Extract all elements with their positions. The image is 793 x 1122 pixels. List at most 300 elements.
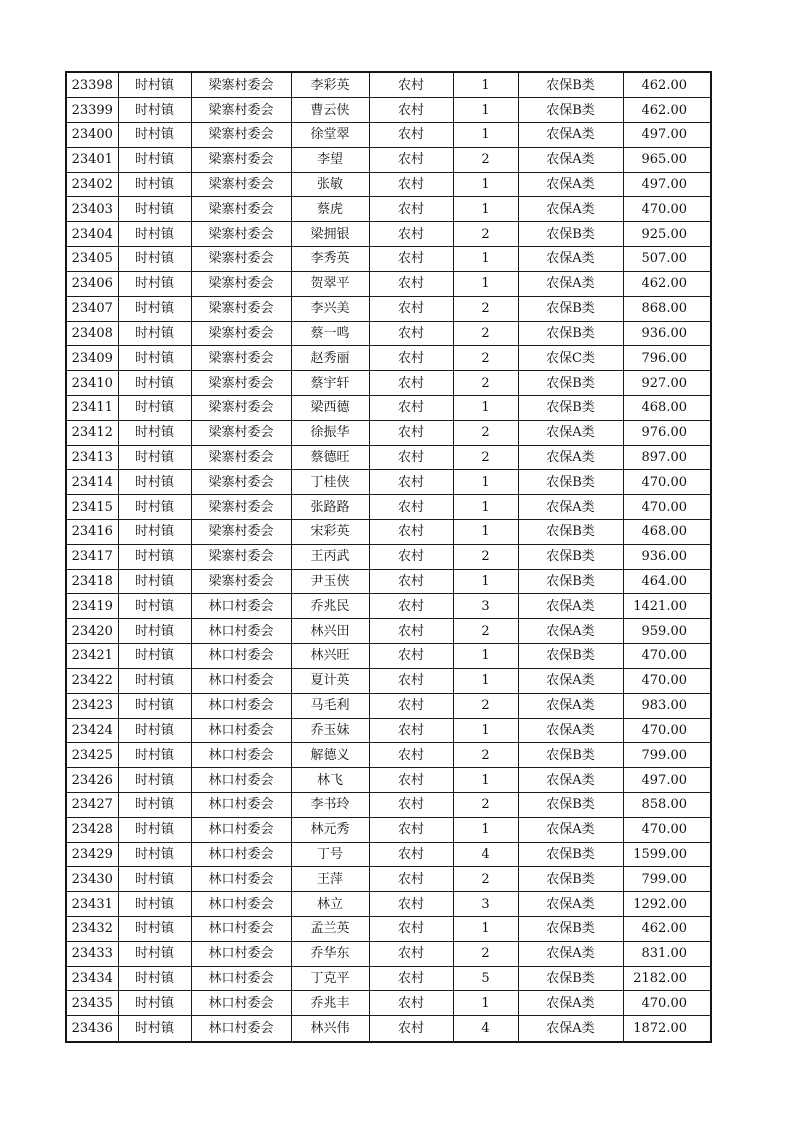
cell-residence-type: 农村 (369, 72, 453, 98)
table-row (66, 991, 711, 1016)
cell-person-count: 1 (453, 644, 518, 669)
cell-person-name: 李书玲 (291, 792, 369, 817)
cell-person-count: 1 (453, 817, 518, 842)
cell-person-count: 2 (453, 346, 518, 371)
cell-person-name: 蔡虎 (291, 197, 369, 222)
cell-insurance-category: 农保B类 (518, 520, 623, 545)
cell-person-count: 2 (453, 445, 518, 470)
cell-village-committee: 林口村委会 (191, 817, 291, 842)
cell-person-count: 2 (453, 743, 518, 768)
cell-person-name: 张敏 (291, 172, 369, 197)
cell-insurance-category: 农保B类 (518, 966, 623, 991)
cell-amount: 464.00 (623, 569, 711, 594)
cell-town: 时村镇 (118, 420, 191, 445)
cell-record-id: 23432 (66, 917, 118, 942)
cell-town: 时村镇 (118, 296, 191, 321)
cell-person-name: 林兴田 (291, 619, 369, 644)
cell-town: 时村镇 (118, 917, 191, 942)
cell-town: 时村镇 (118, 966, 191, 991)
cell-record-id: 23404 (66, 222, 118, 247)
cell-village-committee: 梁寨村委会 (191, 420, 291, 445)
table-row (66, 98, 711, 123)
cell-amount: 1599.00 (623, 842, 711, 867)
cell-person-name: 夏计英 (291, 668, 369, 693)
cell-town: 时村镇 (118, 991, 191, 1016)
cell-residence-type: 农村 (369, 395, 453, 420)
cell-person-name: 蔡德旺 (291, 445, 369, 470)
cell-insurance-category: 农保B类 (518, 98, 623, 123)
cell-person-name: 宋彩英 (291, 520, 369, 545)
cell-person-name: 徐振华 (291, 420, 369, 445)
cell-person-name: 徐堂翠 (291, 123, 369, 148)
cell-residence-type: 农村 (369, 693, 453, 718)
table-row (66, 123, 711, 148)
cell-person-count: 1 (453, 668, 518, 693)
cell-town: 时村镇 (118, 123, 191, 148)
cell-residence-type: 农村 (369, 470, 453, 495)
cell-person-count: 2 (453, 792, 518, 817)
cell-residence-type: 农村 (369, 371, 453, 396)
cell-insurance-category: 农保B类 (518, 842, 623, 867)
cell-amount: 831.00 (623, 941, 711, 966)
cell-village-committee: 林口村委会 (191, 792, 291, 817)
cell-amount: 925.00 (623, 222, 711, 247)
table-row (66, 346, 711, 371)
cell-record-id: 23410 (66, 371, 118, 396)
cell-record-id: 23414 (66, 470, 118, 495)
cell-town: 时村镇 (118, 594, 191, 619)
cell-amount: 1872.00 (623, 1016, 711, 1042)
cell-person-count: 1 (453, 569, 518, 594)
cell-insurance-category: 农保A类 (518, 892, 623, 917)
cell-amount: 462.00 (623, 72, 711, 98)
cell-record-id: 23422 (66, 668, 118, 693)
cell-amount: 470.00 (623, 991, 711, 1016)
table-row (66, 917, 711, 942)
cell-person-count: 2 (453, 867, 518, 892)
cell-residence-type: 农村 (369, 98, 453, 123)
cell-insurance-category: 农保A类 (518, 445, 623, 470)
cell-person-count: 2 (453, 619, 518, 644)
cell-amount: 897.00 (623, 445, 711, 470)
cell-village-committee: 梁寨村委会 (191, 544, 291, 569)
cell-record-id: 23399 (66, 98, 118, 123)
cell-amount: 1292.00 (623, 892, 711, 917)
cell-record-id: 23428 (66, 817, 118, 842)
cell-person-name: 李彩英 (291, 72, 369, 98)
cell-person-count: 1 (453, 768, 518, 793)
cell-person-name: 乔兆丰 (291, 991, 369, 1016)
cell-residence-type: 农村 (369, 495, 453, 520)
cell-insurance-category: 农保B类 (518, 792, 623, 817)
cell-insurance-category: 农保A类 (518, 495, 623, 520)
cell-person-count: 3 (453, 594, 518, 619)
table-row (66, 817, 711, 842)
table-row (66, 271, 711, 296)
cell-village-committee: 林口村委会 (191, 594, 291, 619)
cell-insurance-category: 农保A类 (518, 123, 623, 148)
cell-person-name: 林兴旺 (291, 644, 369, 669)
cell-residence-type: 农村 (369, 420, 453, 445)
table-row (66, 668, 711, 693)
cell-town: 时村镇 (118, 147, 191, 172)
cell-village-committee: 梁寨村委会 (191, 296, 291, 321)
cell-residence-type: 农村 (369, 892, 453, 917)
cell-residence-type: 农村 (369, 271, 453, 296)
cell-amount: 927.00 (623, 371, 711, 396)
cell-person-name: 李秀英 (291, 247, 369, 272)
table-row (66, 445, 711, 470)
table-row (66, 247, 711, 272)
cell-amount: 868.00 (623, 296, 711, 321)
cell-record-id: 23423 (66, 693, 118, 718)
cell-village-committee: 林口村委会 (191, 892, 291, 917)
cell-insurance-category: 农保A类 (518, 594, 623, 619)
cell-amount: 497.00 (623, 768, 711, 793)
cell-insurance-category: 农保C类 (518, 346, 623, 371)
cell-person-name: 李兴美 (291, 296, 369, 321)
cell-residence-type: 农村 (369, 544, 453, 569)
cell-residence-type: 农村 (369, 768, 453, 793)
cell-amount: 462.00 (623, 271, 711, 296)
cell-insurance-category: 农保B类 (518, 470, 623, 495)
cell-amount: 1421.00 (623, 594, 711, 619)
cell-person-name: 张路路 (291, 495, 369, 520)
cell-town: 时村镇 (118, 395, 191, 420)
cell-town: 时村镇 (118, 520, 191, 545)
cell-person-name: 林立 (291, 892, 369, 917)
cell-amount: 965.00 (623, 147, 711, 172)
table-row (66, 470, 711, 495)
cell-person-name: 孟兰英 (291, 917, 369, 942)
cell-person-count: 2 (453, 296, 518, 321)
cell-person-name: 林兴伟 (291, 1016, 369, 1042)
cell-record-id: 23417 (66, 544, 118, 569)
cell-amount: 470.00 (623, 668, 711, 693)
cell-record-id: 23433 (66, 941, 118, 966)
table-row (66, 892, 711, 917)
cell-town: 时村镇 (118, 941, 191, 966)
cell-residence-type: 农村 (369, 619, 453, 644)
cell-person-count: 1 (453, 917, 518, 942)
table-row (66, 495, 711, 520)
cell-residence-type: 农村 (369, 792, 453, 817)
insurance-payment-table (65, 71, 712, 1043)
cell-village-committee: 梁寨村委会 (191, 72, 291, 98)
cell-village-committee: 林口村委会 (191, 693, 291, 718)
cell-village-committee: 林口村委会 (191, 644, 291, 669)
cell-insurance-category: 农保A类 (518, 420, 623, 445)
cell-village-committee: 林口村委会 (191, 668, 291, 693)
cell-residence-type: 农村 (369, 817, 453, 842)
cell-residence-type: 农村 (369, 321, 453, 346)
cell-town: 时村镇 (118, 619, 191, 644)
cell-person-count: 3 (453, 892, 518, 917)
cell-record-id: 23426 (66, 768, 118, 793)
cell-village-committee: 梁寨村委会 (191, 371, 291, 396)
cell-record-id: 23431 (66, 892, 118, 917)
cell-amount: 507.00 (623, 247, 711, 272)
cell-amount: 470.00 (623, 197, 711, 222)
table-row (66, 693, 711, 718)
cell-village-committee: 梁寨村委会 (191, 569, 291, 594)
cell-record-id: 23407 (66, 296, 118, 321)
cell-residence-type: 农村 (369, 222, 453, 247)
cell-record-id: 23401 (66, 147, 118, 172)
cell-town: 时村镇 (118, 172, 191, 197)
cell-person-count: 1 (453, 520, 518, 545)
cell-amount: 858.00 (623, 792, 711, 817)
cell-insurance-category: 农保B类 (518, 917, 623, 942)
cell-town: 时村镇 (118, 792, 191, 817)
cell-record-id: 23402 (66, 172, 118, 197)
table-row (66, 371, 711, 396)
cell-record-id: 23412 (66, 420, 118, 445)
cell-record-id: 23430 (66, 867, 118, 892)
cell-person-count: 2 (453, 941, 518, 966)
cell-record-id: 23427 (66, 792, 118, 817)
cell-village-committee: 林口村委会 (191, 917, 291, 942)
cell-town: 时村镇 (118, 569, 191, 594)
cell-insurance-category: 农保A类 (518, 991, 623, 1016)
cell-person-name: 解德义 (291, 743, 369, 768)
cell-amount: 799.00 (623, 743, 711, 768)
cell-insurance-category: 农保B类 (518, 222, 623, 247)
cell-amount: 468.00 (623, 520, 711, 545)
cell-person-name: 乔华东 (291, 941, 369, 966)
cell-residence-type: 农村 (369, 147, 453, 172)
cell-amount: 470.00 (623, 470, 711, 495)
cell-insurance-category: 农保B类 (518, 371, 623, 396)
cell-residence-type: 农村 (369, 644, 453, 669)
cell-record-id: 23429 (66, 842, 118, 867)
table-row (66, 321, 711, 346)
cell-village-committee: 梁寨村委会 (191, 445, 291, 470)
cell-record-id: 23419 (66, 594, 118, 619)
cell-insurance-category: 农保B类 (518, 395, 623, 420)
cell-residence-type: 农村 (369, 743, 453, 768)
cell-village-committee: 梁寨村委会 (191, 147, 291, 172)
cell-amount: 936.00 (623, 321, 711, 346)
cell-village-committee: 林口村委会 (191, 768, 291, 793)
table-row (66, 420, 711, 445)
table-row (66, 644, 711, 669)
cell-person-count: 4 (453, 1016, 518, 1042)
cell-village-committee: 林口村委会 (191, 966, 291, 991)
cell-person-name: 丁克平 (291, 966, 369, 991)
cell-town: 时村镇 (118, 197, 191, 222)
cell-amount: 468.00 (623, 395, 711, 420)
cell-record-id: 23408 (66, 321, 118, 346)
cell-residence-type: 农村 (369, 1016, 453, 1042)
table-body (66, 72, 711, 1042)
cell-record-id: 23436 (66, 1016, 118, 1042)
cell-record-id: 23400 (66, 123, 118, 148)
cell-village-committee: 林口村委会 (191, 842, 291, 867)
cell-person-count: 2 (453, 693, 518, 718)
cell-amount: 462.00 (623, 917, 711, 942)
cell-insurance-category: 农保B类 (518, 544, 623, 569)
cell-person-name: 尹玉侠 (291, 569, 369, 594)
cell-town: 时村镇 (118, 693, 191, 718)
cell-amount: 959.00 (623, 619, 711, 644)
cell-person-count: 2 (453, 420, 518, 445)
cell-person-count: 1 (453, 98, 518, 123)
cell-town: 时村镇 (118, 768, 191, 793)
cell-town: 时村镇 (118, 346, 191, 371)
cell-person-count: 1 (453, 247, 518, 272)
cell-record-id: 23415 (66, 495, 118, 520)
cell-record-id: 23420 (66, 619, 118, 644)
cell-village-committee: 林口村委会 (191, 743, 291, 768)
table-row (66, 743, 711, 768)
cell-person-name: 李望 (291, 147, 369, 172)
cell-village-committee: 梁寨村委会 (191, 321, 291, 346)
cell-residence-type: 农村 (369, 917, 453, 942)
cell-insurance-category: 农保B类 (518, 569, 623, 594)
cell-amount: 796.00 (623, 346, 711, 371)
cell-insurance-category: 农保A类 (518, 768, 623, 793)
cell-record-id: 23411 (66, 395, 118, 420)
cell-town: 时村镇 (118, 668, 191, 693)
cell-record-id: 23413 (66, 445, 118, 470)
cell-person-name: 林元秀 (291, 817, 369, 842)
cell-insurance-category: 农保B类 (518, 296, 623, 321)
cell-person-name: 梁拥银 (291, 222, 369, 247)
cell-village-committee: 梁寨村委会 (191, 172, 291, 197)
cell-insurance-category: 农保A类 (518, 941, 623, 966)
cell-person-count: 1 (453, 718, 518, 743)
cell-village-committee: 梁寨村委会 (191, 271, 291, 296)
cell-person-name: 赵秀丽 (291, 346, 369, 371)
cell-person-count: 2 (453, 321, 518, 346)
cell-person-count: 1 (453, 72, 518, 98)
cell-insurance-category: 农保B类 (518, 321, 623, 346)
cell-town: 时村镇 (118, 817, 191, 842)
cell-residence-type: 农村 (369, 445, 453, 470)
table-row (66, 619, 711, 644)
cell-village-committee: 林口村委会 (191, 1016, 291, 1042)
cell-insurance-category: 农保A类 (518, 197, 623, 222)
table-row (66, 941, 711, 966)
cell-record-id: 23403 (66, 197, 118, 222)
cell-residence-type: 农村 (369, 197, 453, 222)
cell-village-committee: 梁寨村委会 (191, 470, 291, 495)
cell-residence-type: 农村 (369, 594, 453, 619)
cell-record-id: 23425 (66, 743, 118, 768)
cell-insurance-category: 农保B类 (518, 644, 623, 669)
cell-amount: 976.00 (623, 420, 711, 445)
cell-person-count: 1 (453, 470, 518, 495)
cell-person-count: 2 (453, 222, 518, 247)
cell-record-id: 23424 (66, 718, 118, 743)
cell-amount: 462.00 (623, 98, 711, 123)
cell-person-name: 贺翠平 (291, 271, 369, 296)
cell-residence-type: 农村 (369, 842, 453, 867)
cell-person-name: 丁号 (291, 842, 369, 867)
cell-village-committee: 梁寨村委会 (191, 247, 291, 272)
cell-record-id: 23406 (66, 271, 118, 296)
cell-village-committee: 林口村委会 (191, 718, 291, 743)
cell-residence-type: 农村 (369, 941, 453, 966)
table-row (66, 197, 711, 222)
cell-person-count: 1 (453, 123, 518, 148)
cell-insurance-category: 农保A类 (518, 271, 623, 296)
cell-person-count: 2 (453, 371, 518, 396)
table-row (66, 718, 711, 743)
cell-residence-type: 农村 (369, 991, 453, 1016)
table-row (66, 395, 711, 420)
cell-insurance-category: 农保A类 (518, 718, 623, 743)
cell-town: 时村镇 (118, 72, 191, 98)
table-row (66, 842, 711, 867)
cell-residence-type: 农村 (369, 346, 453, 371)
table-row (66, 966, 711, 991)
cell-person-count: 4 (453, 842, 518, 867)
table-row (66, 569, 711, 594)
cell-town: 时村镇 (118, 271, 191, 296)
cell-residence-type: 农村 (369, 296, 453, 321)
cell-amount: 470.00 (623, 644, 711, 669)
cell-person-name: 蔡宇轩 (291, 371, 369, 396)
cell-record-id: 23416 (66, 520, 118, 545)
table-row (66, 768, 711, 793)
cell-town: 时村镇 (118, 222, 191, 247)
cell-insurance-category: 农保A类 (518, 172, 623, 197)
cell-town: 时村镇 (118, 867, 191, 892)
cell-person-name: 乔兆民 (291, 594, 369, 619)
cell-village-committee: 林口村委会 (191, 941, 291, 966)
cell-person-name: 梁西德 (291, 395, 369, 420)
table-row (66, 867, 711, 892)
table-row (66, 72, 711, 98)
table-row (66, 520, 711, 545)
cell-insurance-category: 农保A类 (518, 668, 623, 693)
cell-person-count: 1 (453, 991, 518, 1016)
cell-person-count: 2 (453, 544, 518, 569)
cell-residence-type: 农村 (369, 867, 453, 892)
cell-insurance-category: 农保B类 (518, 72, 623, 98)
cell-residence-type: 农村 (369, 966, 453, 991)
cell-village-committee: 梁寨村委会 (191, 98, 291, 123)
cell-insurance-category: 农保A类 (518, 693, 623, 718)
cell-amount: 2182.00 (623, 966, 711, 991)
cell-record-id: 23398 (66, 72, 118, 98)
cell-residence-type: 农村 (369, 247, 453, 272)
cell-town: 时村镇 (118, 371, 191, 396)
cell-residence-type: 农村 (369, 569, 453, 594)
cell-village-committee: 梁寨村委会 (191, 123, 291, 148)
cell-town: 时村镇 (118, 495, 191, 520)
cell-person-name: 马毛利 (291, 693, 369, 718)
cell-amount: 470.00 (623, 817, 711, 842)
cell-person-name: 王丙武 (291, 544, 369, 569)
cell-amount: 470.00 (623, 495, 711, 520)
cell-person-count: 2 (453, 147, 518, 172)
cell-insurance-category: 农保A类 (518, 1016, 623, 1042)
cell-amount: 497.00 (623, 123, 711, 148)
cell-town: 时村镇 (118, 321, 191, 346)
cell-person-name: 林飞 (291, 768, 369, 793)
cell-town: 时村镇 (118, 743, 191, 768)
cell-person-count: 1 (453, 495, 518, 520)
cell-village-committee: 林口村委会 (191, 991, 291, 1016)
cell-town: 时村镇 (118, 644, 191, 669)
table-row (66, 172, 711, 197)
table-row (66, 296, 711, 321)
cell-person-count: 1 (453, 271, 518, 296)
cell-town: 时村镇 (118, 98, 191, 123)
